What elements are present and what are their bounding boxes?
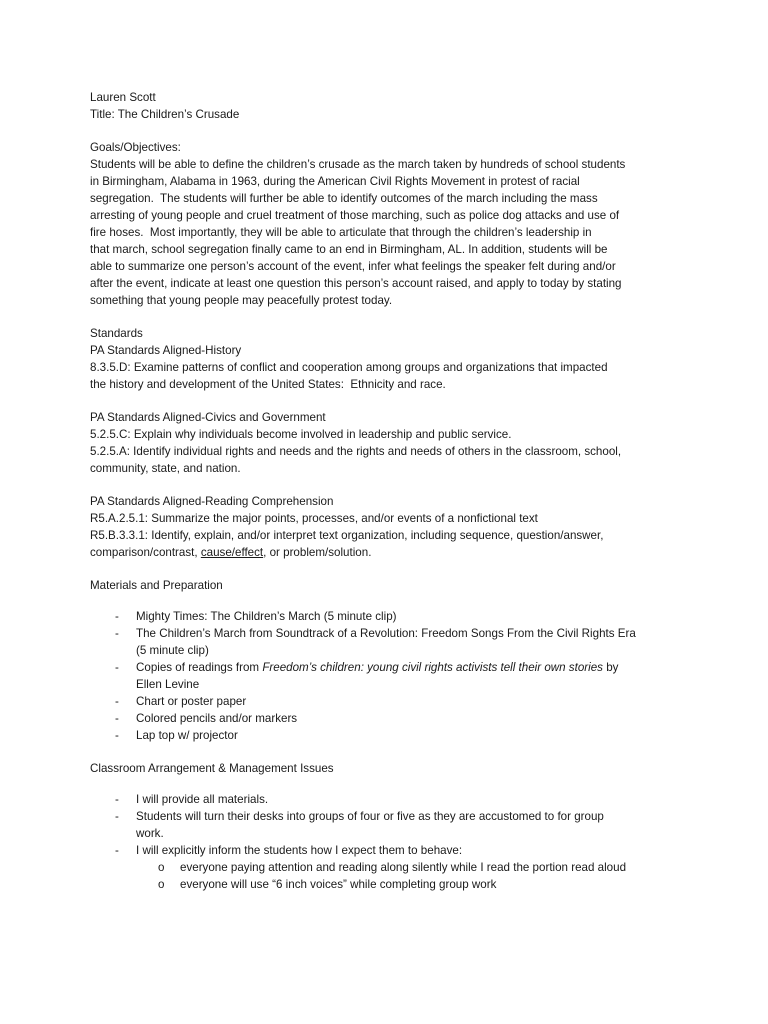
list-item-text: Ellen Levine <box>136 678 200 691</box>
sub-list-item <box>90 876 690 893</box>
classroom-heading: Classroom Arrangement & Management Issues <box>90 762 334 775</box>
reading-standard-line: R5.A.2.5.1: Summarize the major points, processes, and/or events of a nonfictional text <box>90 512 538 525</box>
author-name: Lauren Scott <box>90 91 156 104</box>
list-item-text: Chart or poster paper <box>136 695 247 708</box>
materials-list <box>90 608 690 744</box>
list-item <box>90 693 690 710</box>
list-item <box>90 791 690 808</box>
list-item-text-part: by <box>602 661 619 674</box>
dash-bullet: - <box>115 712 119 725</box>
goals-line: that march, school segregation finally came to an end in Birmingham, AL. In addition, students will be <box>90 243 608 256</box>
goals-line: fire hoses. Most importantly, they will be able to articulate that through the children’s leadership in <box>90 226 592 239</box>
dash-bullet: - <box>115 729 119 742</box>
list-item-text <box>136 659 690 676</box>
list-item <box>90 842 690 859</box>
civics-standard-line: community, state, and nation. <box>90 462 241 475</box>
dash-bullet: - <box>115 610 119 623</box>
history-standard-line: 8.3.5.D: Examine patterns of conflict and cooperation among groups and organizations that impacted <box>90 361 608 374</box>
list-item-text: I will explicitly inform the students how I expect them to behave: <box>136 844 463 857</box>
list-item-text: I will provide all materials. <box>136 793 269 806</box>
list-item-text: Colored pencils and/or markers <box>136 712 298 725</box>
dash-bullet: - <box>115 627 119 640</box>
goals-line: after the event, indicate at least one question this person’s account raised, and apply to today by stating <box>90 277 622 290</box>
list-item-text: work. <box>136 827 164 840</box>
standards-heading: Standards <box>90 327 143 340</box>
list-item <box>90 710 690 727</box>
sub-list-item-text: everyone paying attention and reading along silently while I read the portion read aloud <box>180 861 627 874</box>
reading-standard-text: comparison/contrast, <box>90 546 201 559</box>
goals-line: Students will be able to define the children’s crusade as the march taken by hundreds of school students <box>90 158 626 171</box>
sub-list-item <box>90 859 690 876</box>
underlined-term: cause/effect <box>200 546 264 559</box>
dash-bullet: - <box>115 844 119 857</box>
list-item-text: Mighty Times: The Children’s March (5 minute clip) <box>136 610 397 623</box>
sub-list-item-text: everyone will use “6 inch voices” while completing group work <box>180 878 497 891</box>
goals-line: arresting of young people and cruel treatment of those marching, such as police dog attacks and use of <box>90 209 620 222</box>
dash-bullet: - <box>115 695 119 708</box>
list-item-text: The Children’s March from Soundtrack of a Revolution: Freedom Songs From the Civil Rights Era <box>136 627 636 640</box>
list-item-text: Lap top w/ projector <box>136 729 238 742</box>
dash-bullet: - <box>115 661 119 674</box>
circle-bullet: o <box>158 861 165 874</box>
list-item <box>90 625 690 659</box>
goals-paragraph <box>90 156 690 309</box>
document-body <box>90 89 690 893</box>
civics-standard-line: 5.2.5.A: Identify individual rights and needs and the rights and needs of others in the classroom, school, <box>90 445 622 458</box>
list-item <box>90 727 690 744</box>
goals-line: able to summarize one person’s account of the event, infer what feelings the speaker felt during and/or <box>90 260 616 273</box>
reading-standard-line: R5.B.3.3.1: Identify, explain, and/or interpret text organization, including sequence, question/answer, <box>90 529 604 542</box>
dash-bullet: - <box>115 793 119 806</box>
list-item-text: Students will turn their desks into groups of four or five as they are accustomed to for group <box>136 810 604 823</box>
goals-heading: Goals/Objectives: <box>90 141 181 154</box>
circle-bullet: o <box>158 878 165 891</box>
list-item <box>90 808 690 842</box>
reading-standards-heading: PA Standards Aligned-Reading Comprehension <box>90 495 334 508</box>
history-standard-line: the history and development of the United States: Ethnicity and race. <box>90 378 446 391</box>
history-standards-heading: PA Standards Aligned-History <box>90 344 242 357</box>
civics-standards-heading: PA Standards Aligned-Civics and Government <box>90 411 326 424</box>
civics-standard-line: 5.2.5.C: Explain why individuals become involved in leadership and public service. <box>90 428 512 441</box>
reading-standard-text: , or problem/solution. <box>263 546 372 559</box>
goals-line: something that young people may peacefully protest today. <box>90 294 393 307</box>
list-item <box>90 659 690 693</box>
book-title: Freedom’s children: young civil rights activists tell their own stories <box>262 661 603 674</box>
goals-line: segregation. The students will further be able to identify outcomes of the march including the mass <box>90 192 598 205</box>
dash-bullet: - <box>115 810 119 823</box>
list-item-text-part: Copies of readings from <box>136 661 263 674</box>
list-item <box>90 608 690 625</box>
materials-heading: Materials and Preparation <box>90 579 223 592</box>
reading-standard-line <box>90 544 690 561</box>
classroom-list <box>90 791 690 893</box>
goals-line: in Birmingham, Alabama in 1963, during the American Civil Rights Movement in protest of racial <box>90 175 580 188</box>
lesson-title: Title: The Children’s Crusade <box>90 108 240 121</box>
list-item-text: (5 minute clip) <box>136 644 209 657</box>
